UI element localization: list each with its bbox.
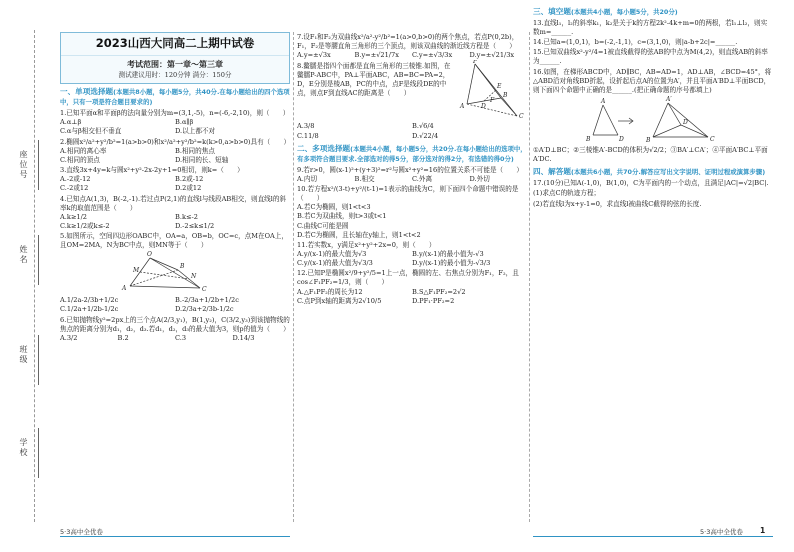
- question-10: 10.若方程x²/(3-t)+y²/(t-1)=1表示的曲线为C，则下面四个命题中错误的是（ ）: [297, 185, 519, 203]
- svg-text:F: F: [490, 97, 495, 105]
- question-4-options: [60, 213, 290, 231]
- option: B.相同的焦点: [175, 146, 215, 155]
- question-1-options: [60, 118, 290, 136]
- binding-line: [34, 30, 35, 522]
- footer-brand-left: 5·3高中全优卷: [60, 528, 103, 536]
- svg-text:C: C: [710, 135, 715, 143]
- question-16: 16.如图，在梯形ABCD中，AD∥BC，AB=AD=1，AD⊥AB，∠BCD=45°，将△ABD沿对角线BD折起，设折起后点A的位置为A′，并且平面A′BD⊥平面BCD，则下面四个命题中正确的是______.(把正确命题的序号都填上): [533, 67, 772, 94]
- svg-text:O: O: [147, 251, 152, 259]
- option: B.√6/4: [412, 122, 434, 131]
- school-field: [38, 428, 39, 478]
- svg-text:D: D: [683, 118, 688, 126]
- option: D.y=±√21/3x: [469, 51, 515, 60]
- svg-text:C: C: [519, 113, 524, 121]
- svg-text:M: M: [133, 267, 140, 275]
- option: A.△F₁PF₂的周长为12: [297, 287, 363, 296]
- svg-text:A: A: [460, 103, 465, 111]
- option: B.-2/3a+1/2b+1/2c: [175, 296, 239, 305]
- section-note: (本题共4小题，每小题5分，共20分.在每小题给出的选项中，有多项符合题目要求.全部选对的得5分，部分选对的得2分，有选错的得0分): [297, 144, 527, 164]
- option: D.-2≤k≤1/2: [175, 221, 215, 230]
- option: C.-2或12: [60, 184, 89, 193]
- option: D.y/(x-1)的最小值为-√3/3: [412, 259, 491, 268]
- option: D.√22/4: [412, 131, 439, 140]
- option: A.-2或-12: [60, 175, 91, 184]
- option: C.3: [175, 333, 187, 342]
- question-5-options: [60, 296, 290, 314]
- exam-scope: 考试范围：第一章～第三章: [127, 59, 223, 69]
- option: C.相同的顶点: [60, 155, 100, 164]
- option: B.k≤-2: [175, 212, 198, 221]
- section-note: (本题共8小题，每小题5分，共40分.在每小题给出的四个选项中，只有一项是符合题目要求的): [60, 87, 290, 107]
- option: A.3/2: [60, 333, 78, 342]
- svg-text:C: C: [202, 286, 207, 294]
- question-17: 17.(10分)已知A(-1,0)，B(1,0)，C为平面内的一个动点，且满足|AC|=√2|BC|.: [533, 179, 769, 187]
- option: C.1/2a+1/2b-1/2c: [60, 305, 119, 314]
- section-heading: 二、多项选择题(本题共4小题，每小题5分，共20分.在每小题给出的选项中，有多项符合题目要求.全部选对的得5分，部分选对的得2分，有选错的得0分): [297, 143, 527, 164]
- binding-margin: [0, 0, 56, 552]
- column-divider: [293, 32, 294, 522]
- option: C.k≥1/2或k≤-2: [60, 221, 110, 230]
- section-note: (本题共6小题，共70分.解答应写出文字说明、证明过程或演算步骤): [570, 168, 766, 177]
- svg-text:B: B: [180, 263, 185, 271]
- column-3: [533, 4, 773, 209]
- option: B.S△F₁PF₂=2√2: [412, 287, 466, 296]
- question-2: 2.椭圆x²/a²+y²/b²=1(a>b>0)和x²/a²+y²/b²=k(k>0,a>b>0)具有（ ）: [60, 137, 291, 146]
- exam-title: 2023山西大同高二上期中试卷: [61, 33, 289, 56]
- footer-brand-right: 5·3高中全优卷: [700, 528, 743, 536]
- question-16-propositions: ①A′D⊥BC；②三棱锥A′-BCD的体积为√2/2；③BA′⊥CA′；④平面A′BC⊥平面A′DC.: [533, 146, 768, 164]
- column-1: [60, 32, 290, 343]
- question-6-options: [60, 334, 290, 343]
- svg-text:D: D: [619, 135, 624, 143]
- option: B.相交: [354, 174, 375, 183]
- question-3-options: [60, 175, 290, 193]
- option: A.相同的离心率: [60, 146, 107, 155]
- name-field: [38, 235, 39, 285]
- section-note: (本题共4小题，每小题5分，共20分): [570, 8, 678, 16]
- option: A.1/2a-2/3b+1/2c: [60, 296, 119, 305]
- option: C.曲线C可能是圆: [297, 221, 349, 230]
- option: B.y=±√21/7x: [354, 51, 399, 60]
- option: A.y/(x-1)的最大值为√3: [297, 250, 367, 258]
- question-9-options: [297, 175, 527, 184]
- svg-text:B: B: [503, 92, 508, 100]
- question-1: 1.已知平面α和平面β的法向量分别为m=(3,1,-5)，n=(-6,-2,10)，则（ ）: [60, 109, 290, 118]
- question-10-options: [297, 203, 527, 239]
- option: C.y/(x-1)的最大值为√3/3: [297, 259, 373, 268]
- school-label: 学校: [19, 438, 29, 458]
- question-11: 11.若实数x，y满足x²+y²+2x=0，则（ ）: [297, 240, 436, 249]
- section-heading: 三、填空题(本题共4小题，每小题5分，共20分): [533, 7, 678, 16]
- svg-text:A′: A′: [666, 95, 672, 103]
- question-5: 5.如图所示，空间四边形OABC中，OA=a，OB=b，OC=c，点M在OA上，且OM=2MA，N为BC中点，则MN等于（ ）: [60, 232, 288, 250]
- question-13: 13.直线l₁，l₂的斜率k₁，k₂是关于k的方程2k²-4k+m=0的两根，若l₁⊥l₂，则实数m=______.: [533, 18, 768, 36]
- option: B.2: [117, 333, 129, 342]
- question-8: 8.鳖臑是指四个面都是直角三角形的三棱锥.如图，在鳖臑P-ABC中，PA⊥平面ABC，AB=BC=PA=2，D，E分别是棱AB，PC的中点，点F是线段DE的中点，则点F到直线AC的距离是（ ）: [297, 61, 451, 97]
- exam-meta: 测试建议用时：120分钟 满分：150分: [118, 70, 232, 79]
- svg-text:E: E: [497, 83, 502, 91]
- option: A.3/8: [297, 122, 315, 131]
- section-heading: 四、解答题(本题共6小题，共70分.解答应写出文字说明、证明过程或演算步骤): [533, 167, 766, 177]
- option: A.内切: [297, 174, 318, 183]
- seat-number-field: [38, 140, 39, 190]
- column-2: [297, 32, 527, 306]
- option: D.14/3: [232, 333, 255, 342]
- option: C.y=±√3/3x: [412, 51, 453, 60]
- svg-text:A: A: [601, 97, 606, 105]
- option: D.相同的长、短轴: [175, 155, 229, 164]
- question-11-options: [297, 250, 527, 268]
- option: B.y/(x-1)的最小值为-√3: [412, 250, 484, 258]
- option: C.点P到x轴的距离为2√10/5: [297, 296, 382, 305]
- svg-text:N: N: [191, 273, 197, 281]
- svg-text:B: B: [586, 135, 591, 143]
- column-divider: [529, 32, 530, 522]
- question-17-part-1: (1)求点C的轨迹方程；: [533, 189, 601, 198]
- option: C.11/8: [297, 131, 319, 140]
- option: D.若C为椭圆，且长轴在y轴上，则1<t<2: [297, 230, 421, 239]
- svg-text:A: A: [122, 285, 127, 293]
- question-17-part-2: (2)若直线l为x+y-1=0，求直线l被曲线C截得的弦的长度.: [533, 199, 702, 208]
- question-8-block: [297, 60, 527, 122]
- name-label: 姓名: [19, 245, 29, 265]
- question-6: 6.已知抛物线y²=2px上的三个点A(2/3,y₁)，B(1,y₂)，C(3/2,y₃)到该抛物线的焦点的距离分别为d₁，d₂，d₃.若d₁，d₂，d₃的最大值为3，则p的值为（ ）: [60, 315, 290, 333]
- question-12: 12.已知P是椭圆x²/9+y²/5=1上一点，椭圆的左、右焦点分别为F₁，F₂，且cos∠F₁PF₂=1/3，则（ ）: [297, 269, 519, 287]
- section-heading: 一、单项选择题(本题共8小题，每小题5分，共40分.在每小题给出的四个选项中，只有一项是符合题目要求的): [60, 86, 290, 107]
- option: A.y=±√3x: [297, 51, 331, 60]
- option: A.α⊥β: [60, 118, 82, 127]
- option: A.若C为椭圆，则1<t<3: [297, 203, 371, 212]
- pyramid-figure: [457, 60, 527, 122]
- option: B.2或-12: [175, 175, 204, 184]
- option: C.外离: [412, 174, 433, 183]
- option: B.α∥β: [175, 118, 194, 127]
- question-15: 15.已知双曲线x²-y²/4=1被直线截得的弦AB的中点为M(4,2)，则直线AB的斜率为______.: [533, 48, 768, 66]
- page-number: 1: [760, 526, 766, 535]
- trapezoid-fold-figure: [533, 95, 773, 145]
- svg-text:P: P: [473, 60, 478, 66]
- option: D.PF₁·PF₂=2: [412, 296, 455, 305]
- exam-header: [60, 32, 290, 84]
- svg-text:B: B: [646, 136, 651, 144]
- option: D.外切: [469, 174, 490, 183]
- question-14: 14.已知a=(1,0,1)，b=(-2,-1,1)，c=(3,1,0)，则|a-b+2c|=______.: [533, 38, 738, 47]
- svg-text:D: D: [481, 103, 486, 111]
- question-2-options: [60, 147, 290, 165]
- tetrahedron-figure: [60, 250, 290, 296]
- option: B.若C为双曲线，则t>3或t<1: [297, 212, 387, 221]
- class-label: 班级: [19, 345, 29, 365]
- question-7-options: [297, 51, 527, 60]
- question-8-options: [297, 122, 527, 140]
- question-7: 7.设F₁和F₂为双曲线x²/a²-y²/b²=1(a>0,b>0)的两个焦点，若点P(0,2b)，F₁，F₂是等腰直角三角形的三个顶点，则该双曲线的渐近线方程是（ ）: [297, 33, 519, 51]
- option: D.2或12: [175, 184, 202, 193]
- option: D.以上都不对: [175, 127, 216, 136]
- option: D.2/3a+2/3b-1/2c: [175, 305, 234, 314]
- question-12-options: [297, 288, 527, 306]
- question-3: 3.直线3x+4y=k与圆x²+y²-2x-2y+1=0相切，则k=（ ）: [60, 166, 244, 175]
- question-9: 9.若r>0，圆(x-1)²+(y+3)²=r²与圆x²+y²=16的位置关系不可能是（ ）: [297, 165, 523, 174]
- class-field: [38, 335, 39, 385]
- option: C.α与β相交但不垂直: [60, 127, 122, 136]
- seat-number-label: 座位号: [19, 150, 29, 180]
- question-4: 4.已知点A(1,3)，B(-2,-1).若过点P(2,1)的直线l与线段AB相交，则直线l的斜率k的取值范围是（ ）: [60, 194, 287, 212]
- option: A.k≥1/2: [60, 212, 87, 221]
